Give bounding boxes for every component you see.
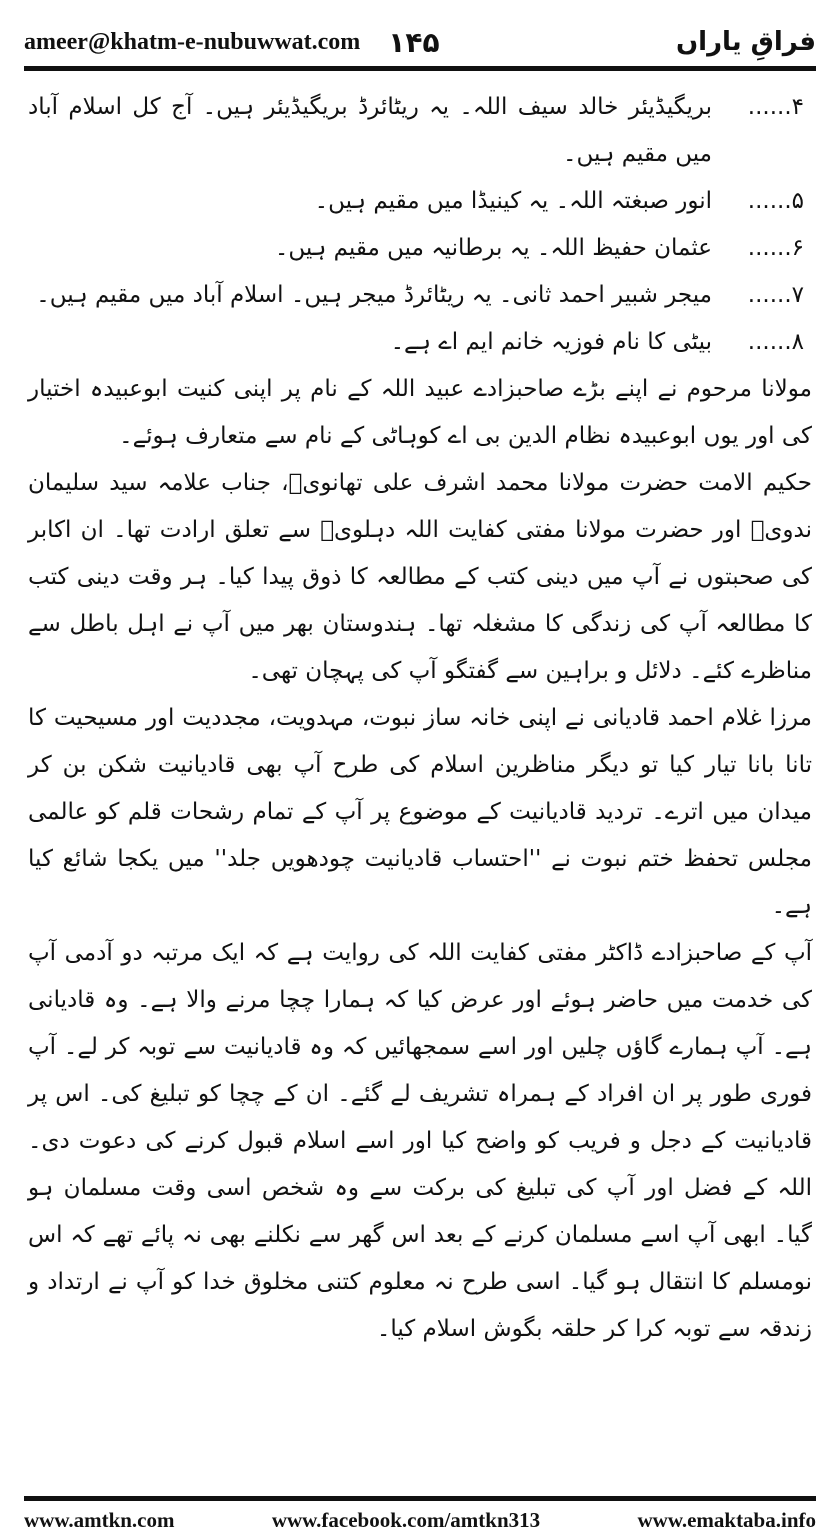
page-footer <box>24 1504 816 1536</box>
paragraph-kunyah: مولانا مرحوم نے اپنے بڑے صاحبزادے عبید اللہ کے نام پر اپنی کنیت ابوعبیدہ اختیار کی اور یوں ابوعبیدہ نظام الدین بی اے کوہاٹی کے نام سے متعارف ہوئے۔ <box>28 376 812 449</box>
page-content <box>28 84 812 1353</box>
list-item-text: بریگیڈیئر خالد سیف اللہ۔ یہ ریٹائرڈ بریگیڈیئر ہیں۔ آج کل اسلام آباد میں مقیم ہیں۔ <box>28 94 712 167</box>
footer-link-facebook[interactable]: www.facebook.com/amtkn313 <box>271 1507 541 1532</box>
list-item-number: ۸...... <box>747 329 804 355</box>
footer-link-amtkn[interactable]: www.amtkn.com <box>24 1507 175 1532</box>
list-item <box>28 178 812 225</box>
list-item-text: انور صبغتہ اللہ۔ یہ کینیڈا میں مقیم ہیں۔ <box>314 188 712 214</box>
list-item-text: عثمان حفیظ اللہ۔ یہ برطانیہ میں مقیم ہیں۔ <box>274 235 712 261</box>
list-item-number: ۶...... <box>747 235 804 261</box>
list-item <box>28 272 812 319</box>
header-rule <box>24 66 816 71</box>
list-item-text: میجر شبیر احمد ثانی۔ یہ ریٹائرڈ میجر ہیں۔ اسلام آباد میں مقیم ہیں۔ <box>36 282 712 308</box>
list-item-number: ۵...... <box>747 188 804 214</box>
list-item <box>28 84 812 178</box>
header-left <box>24 26 440 59</box>
page-header <box>24 22 816 62</box>
paragraph-qadianiyat: مرزا غلام احمد قادیانی نے اپنی خانہ ساز نبوت، مہدویت، مجددیت اور مسیحیت کا تانا بانا تیار کیا تو دیگر مناظرین اسلام کی طرح آپ بھی قادیانیت شکن بن کر میدان میں اترے۔ تردید قادیانیت کے موضوع پر آپ کے تمام رشحات قلم کو عالمی مجلس تحفظ ختم نبوت نے ''احتساب قادیانیت چودھویں جلد'' میں یکجا شائع کیا ہے۔ <box>28 705 812 919</box>
list-item <box>28 319 812 366</box>
paragraph-teachers: حکیم الامت حضرت مولانا محمد اشرف علی تھانویؒ، جناب علامہ سید سلیمان ندویؒ اور حضرت مولانا مفتی کفایت اللہ دہلویؒ سے تعلق ارادت تھا۔ ان اکابر کی صحبتوں نے آپ میں دینی کتب کے مطالعہ کا ذوق پیدا کیا۔ ہر وقت دینی کتب کا مطالعہ آپ کی زندگی کا مشغلہ تھا۔ ہندوستان بھر میں آپ نے اہل باطل سے مناظرے کئے۔ دلائل و براہین سے گفتگو آپ کی پہچان تھی۔ <box>28 470 812 684</box>
footer-rule <box>24 1496 816 1501</box>
list-item-number: ۴...... <box>747 94 804 120</box>
page-number: ۱۴۵ <box>388 25 440 59</box>
list-item <box>28 225 812 272</box>
footer-link-emaktaba[interactable]: www.emaktaba.info <box>637 1507 816 1532</box>
paragraph-anecdote: آپ کے صاحبزادے ڈاکٹر مفتی کفایت اللہ کی روایت ہے کہ ایک مرتبہ دو آدمی آپ کی خدمت میں حاضر ہوئے اور عرض کیا کہ ہمارا چچا مرنے والا ہے۔ وہ قادیانی ہے۔ آپ ہمارے گاؤں چلیں اور اسے سمجھائیں کہ وہ قادیانیت سے توبہ کر لے۔ آپ فوری طور پر ان افراد کے ہمراہ تشریف لے گئے۔ ان کے چچا کو تبلیغ کی۔ اس پر قادیانیت کے دجل و فریب کو واضح کیا اور اسے اسلام قبول کرنے کی دعوت دی۔ اللہ کے فضل اور آپ کی تبلیغ کی برکت سے وہ شخص اسی وقت مسلمان ہو گیا۔ ابھی آپ اسے مسلمان کرنے کے بعد اس گھر سے نکلنے بھی نہ پائے تھے کہ اس نومسلم کا انتقال ہو گیا۔ اسی طرح نہ معلوم کتنی مخلوق خدا کو آپ نے ارتداد و زندقہ سے توبہ کرا کر حلقہ بگوش اسلام کیا۔ <box>28 940 812 1342</box>
list-item-number: ۷...... <box>747 282 804 308</box>
header-email: ameer@khatm-e-nubuwwat.com <box>24 28 361 55</box>
book-title: فراقِ یاراں <box>675 27 816 57</box>
list-item-text: بیٹی کا نام فوزیہ خانم ایم اے ہے۔ <box>390 329 712 355</box>
